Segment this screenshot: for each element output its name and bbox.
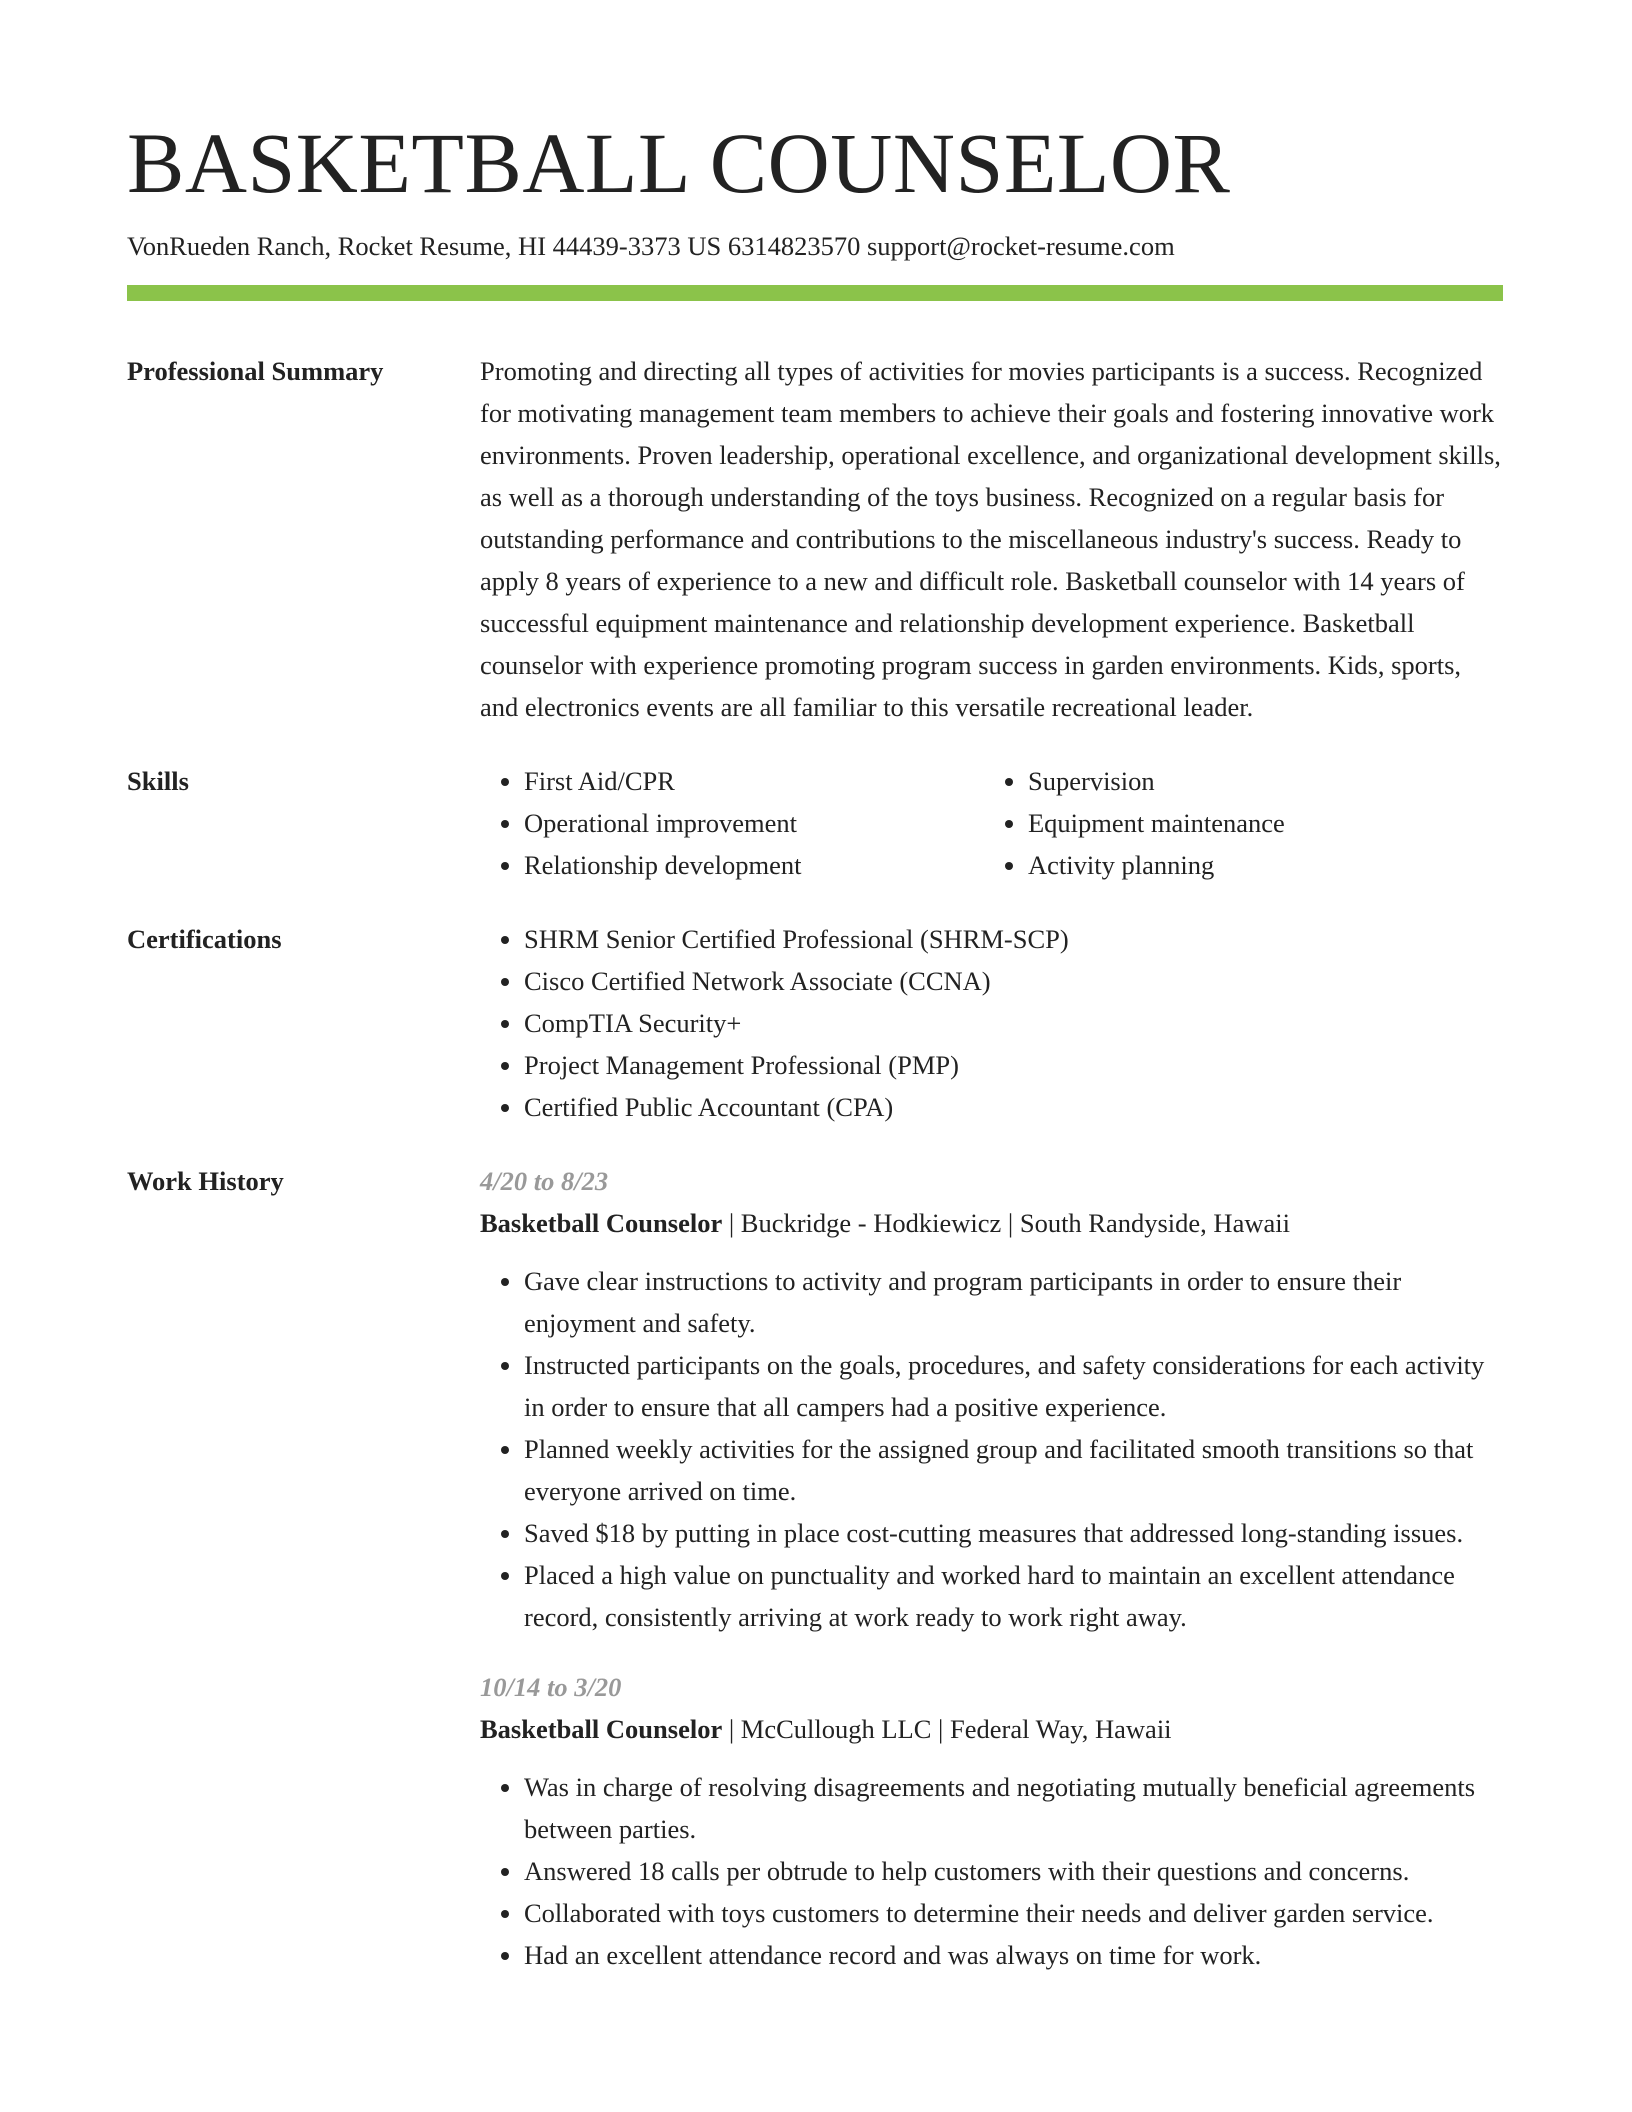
contact-line: VonRueden Ranch, Rocket Resume, HI 44439-3373 US 6314823570 support@rocket-resume.com [127,231,1175,261]
skill-item: • Equipment maintenance [1028,802,1488,844]
job-bullet: • Gave clear instructions to activity and program participants in order to ensure their enjoyment and safety. [524,1260,1503,1344]
job-bullet-list [480,1260,1503,1638]
skills-list-left [480,760,984,886]
header-accent-rule [127,285,1503,301]
job-heading [480,1202,1503,1244]
section-certifications [127,918,1503,1128]
job-bullet: • Answered 18 calls per obtrude to help customers with their questions and concerns. [524,1850,1503,1892]
job-entry [480,1666,1503,1976]
job-bullet: • Was in charge of resolving disagreements and negotiating mutually beneficial agreements between parties. [524,1766,1503,1850]
resume-sections [127,350,1503,2036]
certification-item: • SHRM Senior Certified Professional (SHRM-SCP) [524,918,1503,960]
section-title-summary: Professional Summary [127,356,384,386]
job-entry [480,1160,1503,1638]
job-title: Basketball Counselor [480,1714,723,1744]
skill-item: • Supervision [1028,760,1488,802]
section-skills [127,760,1503,886]
section-title-skills: Skills [127,766,189,796]
job-bullet: • Planned weekly activities for the assigned group and facilitated smooth transitions so that everyone arrived on time. [524,1428,1503,1512]
section-title-certifications: Certifications [127,924,282,954]
job-title: Basketball Counselor [480,1208,723,1238]
job-heading [480,1708,1503,1750]
skill-item: • Relationship development [524,844,984,886]
job-dates: 4/20 to 8/23 [480,1166,609,1196]
job-bullet: • Placed a high value on punctuality and worked hard to maintain an excellent attendance record, consistently arriving at work ready to work right away. [524,1554,1503,1638]
job-bullet: • Had an excellent attendance record and was always on time for work. [524,1934,1503,1976]
job-dates: 10/14 to 3/20 [480,1672,622,1702]
job-bullet: • Collaborated with toys customers to determine their needs and deliver garden service. [524,1892,1503,1934]
skills-list-right [984,760,1488,886]
skill-item: • Operational improvement [524,802,984,844]
section-professional-summary [127,350,1503,728]
certification-item: • Certified Public Accountant (CPA) [524,1086,1503,1128]
summary-text: Promoting and directing all types of activities for movies participants is a success. Recognized for motivating management team members to achieve their goals and fostering innovative work environments. Proven leadership, operational excellence, and organizational development skills, as well as a thorough understanding of the toys business. Recognized on a regular basis for outstanding performance and contributions to the miscellaneous industry's success. Ready to apply 8 years of experience to a new and difficult role. Basketball counselor with 14 years of successful equipment maintenance and relationship development experience. Basketball counselor with experience promoting program success in garden environments. Kids, sports, and electronics events are all familiar to this versatile recreational leader. [480,356,1501,722]
certification-item: • Project Management Professional (PMP) [524,1044,1503,1086]
skill-item: • First Aid/CPR [524,760,984,802]
work-history-body [480,1160,1503,2004]
skill-item: • Activity planning [1028,844,1488,886]
job-bullet-list [480,1766,1503,1976]
certifications-body [480,918,1503,1128]
section-title-work-history: Work History [127,1166,284,1196]
section-work-history [127,1160,1503,2004]
job-bullet: • Instructed participants on the goals, procedures, and safety considerations for each activity in order to ensure that all campers had a positive experience. [524,1344,1503,1428]
job-bullet: • Saved $18 by putting in place cost-cutting measures that addressed long-standing issues. [524,1512,1503,1554]
certification-item: • CompTIA Security+ [524,1002,1503,1044]
summary-body [480,350,1503,728]
job-employer-location: | Buckridge - Hodkiewicz | South Randyside, Hawaii [722,1208,1290,1238]
certification-item: • Cisco Certified Network Associate (CCNA) [524,960,1503,1002]
certifications-list [480,918,1503,1128]
job-employer-location: | McCullough LLC | Federal Way, Hawaii [722,1714,1172,1744]
candidate-name: BASKETBALL COUNSELOR [127,115,1231,211]
skills-body [480,760,1503,886]
